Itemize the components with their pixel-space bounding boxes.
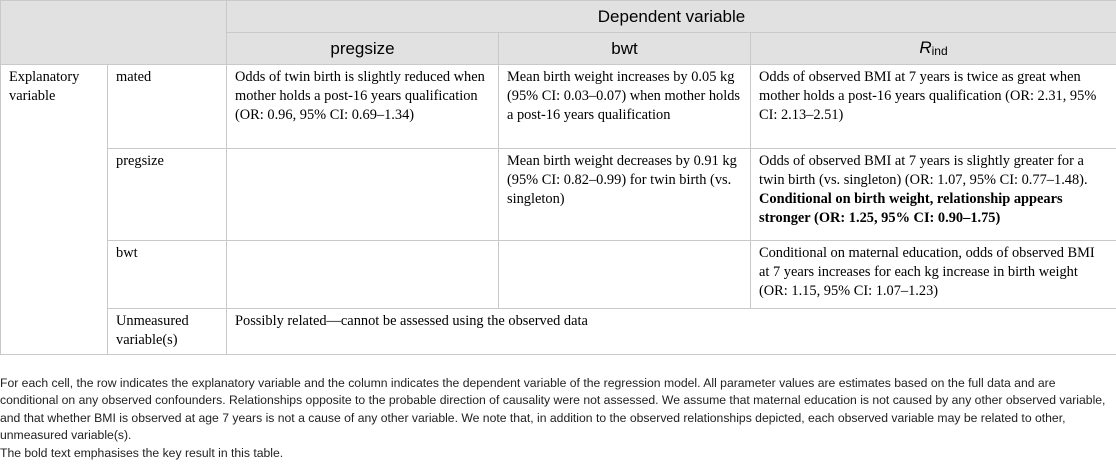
table-cell: Odds of twin birth is slightly reduced when mother holds a post-16 years qualification (OR: 0.96, 95% CI: 0.69–1.34) <box>227 65 499 149</box>
table-cell <box>499 241 751 309</box>
key-result-text: Conditional on birth weight, relationship appears stronger (OR: 1.25, 95% CI: 0.90–1.75) <box>759 191 1063 226</box>
row-label: mated <box>108 65 227 149</box>
table-cell <box>227 241 499 309</box>
column-header-bwt: bwt <box>499 33 751 65</box>
table-row <box>1 149 1116 241</box>
column-header-pregsize: pregsize <box>227 33 499 65</box>
table-cell: Mean birth weight decreases by 0.91 kg (95% CI: 0.82–0.99) for twin birth (vs. singleton) <box>499 149 751 241</box>
header-row-group <box>1 1 1116 33</box>
rind-main: R <box>919 38 932 57</box>
footnote-paragraph: For each cell, the row indicates the explanatory variable and the column indicates the dependent variable of the regression model. All parameter values are estimates based on the full data and are conditional on any observed confounders. Relationships opposite to the probable direction of causality were not assessed. We assume that maternal education is not caused by any other observed variable, and that whether BMI is observed at age 7 years is not a cause of any other variable. We note that, in addition to the observed relationships depicted, each observed variable may be related to other, unmeasured variable(s). <box>0 376 1106 443</box>
merged-cell: Possibly related—cannot be assessed using the observed data <box>227 309 1116 355</box>
corner-cell <box>1 1 227 65</box>
table-footnote <box>0 375 1110 462</box>
table-row <box>1 241 1116 309</box>
row-label: pregsize <box>108 149 227 241</box>
dependent-variable-header: Dependent variable <box>227 1 1116 33</box>
table-cell <box>227 149 499 241</box>
table-cell: Odds of observed BMI at 7 years is twice as great when mother holds a post-16 years qualification (OR: 2.31, 95% CI: 2.13–2.51) <box>751 65 1116 149</box>
table-cell: Conditional on maternal education, odds of observed BMI at 7 years increases for each kg increase in birth weight (OR: 1.15, 95% CI: 1.07–1.23) <box>751 241 1116 309</box>
column-header-rind <box>751 33 1116 65</box>
table-row <box>1 309 1116 355</box>
row-label: Unmeasured variable(s) <box>108 309 227 355</box>
rind-subscript: ind <box>931 44 948 58</box>
cell-text: Odds of observed BMI at 7 years is slightly greater for a twin birth (vs. singleton) (OR: 1.07, 95% CI: 0.77–1.48). <box>759 153 1088 188</box>
explanatory-variable-label: Explanatory variable <box>1 65 108 355</box>
footnote-paragraph: The bold text emphasises the key result in this table. <box>0 445 284 460</box>
table-cell <box>751 149 1116 241</box>
table-row <box>1 65 1116 149</box>
table-cell: Mean birth weight increases by 0.05 kg (95% CI: 0.03–0.07) when mother holds a post-16 years qualification <box>499 65 751 149</box>
row-label: bwt <box>108 241 227 309</box>
